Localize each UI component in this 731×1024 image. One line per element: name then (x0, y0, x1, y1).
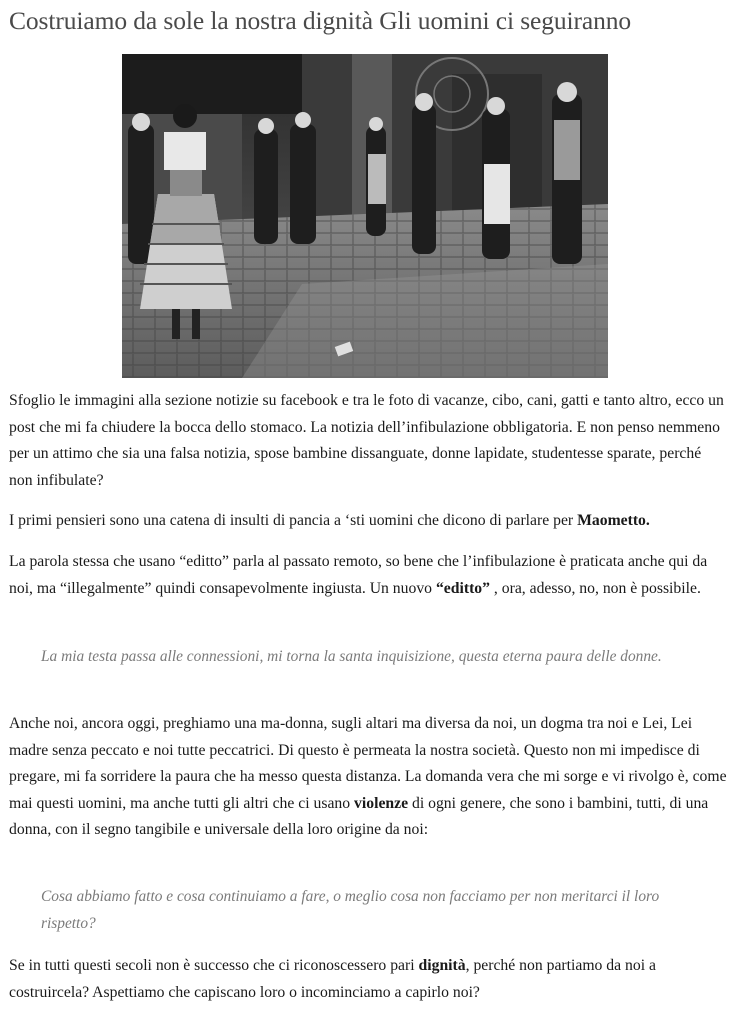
emphasis-maometto: Maometto. (577, 512, 650, 529)
paragraph-first-thoughts (9, 508, 727, 535)
paragraph-text: Se in tutti questi secoli non è successo che ci riconoscessero pari (9, 957, 419, 974)
article-title: Costruiamo da sole la nostra dignità Gli uomini ci seguiranno (9, 6, 632, 35)
paragraph-madonna (9, 711, 727, 844)
emphasis-dignita: dignità (418, 957, 466, 974)
emphasis-editto: “editto” (435, 579, 490, 597)
paragraph-text: Anche noi, ancora oggi, preghiamo una ma-donna, sugli altari ma diversa da noi, un dogma tra noi e Lei, Lei madre senza peccato e noi tutte peccatrici. Di questo è permeata la nostra società. Questo non mi impedisce di pregare, mi fa sorridere la paura che ha messo questa distanza. La domanda vera che mi sorge e vi rivolgo è, come mai questi uomini, ma anche tutti gli altri che ci usano (9, 715, 727, 812)
paragraph-dignita (9, 953, 727, 1006)
paragraph-text: I primi pensieri sono una catena di insulti di pancia a ‘sti uomini che dicono di parlare per (9, 512, 578, 529)
emphasis-violenze: violenze (354, 794, 409, 812)
paragraph-text: , ora, adesso, no, non è possibile. (489, 579, 701, 597)
blockquote-inquisizione: La mia testa passa alle connessioni, mi torna la santa inquisizione, questa eterna paura delle donne. (41, 648, 662, 665)
paragraph-text: , perché non partiamo da noi a costruircela? Aspettiamo che capiscano loro o incominciamo a capirlo noi? (9, 957, 656, 1001)
paragraph-text: di ogni genere, che sono i bambini, tutti, di una donna, con il segno tangibile e universale della loro origine da noi: (9, 794, 709, 838)
paragraph-editto (9, 549, 727, 602)
paragraph-intro: Sfoglio le immagini alla sezione notizie su facebook e tra le foto di vacanze, cibo, cani, gatti e tanto altro, ecco un post che mi fa chiudere la bocca dello stomaco. La notizia dell’infibulazione obbligatoria. E non penso nemmeno per un attimo che sia una falsa notizia, spose bambine dissanguate, donne lapidate, studentesse sparate, perché non infibulate? (9, 392, 724, 489)
paragraph-text: La parola stessa che usano “editto” parla al passato remoto, so bene che l’infibulazione è praticata anche qui da noi, ma “illegalmente” quindi consapevolmente ingiusta. Un nuovo (9, 553, 708, 597)
blockquote-rispetto: Cosa abbiamo fatto e cosa continuiamo a fare, o meglio cosa non facciamo per non meritarci il loro rispetto? (41, 888, 660, 932)
article-photo (122, 54, 608, 378)
